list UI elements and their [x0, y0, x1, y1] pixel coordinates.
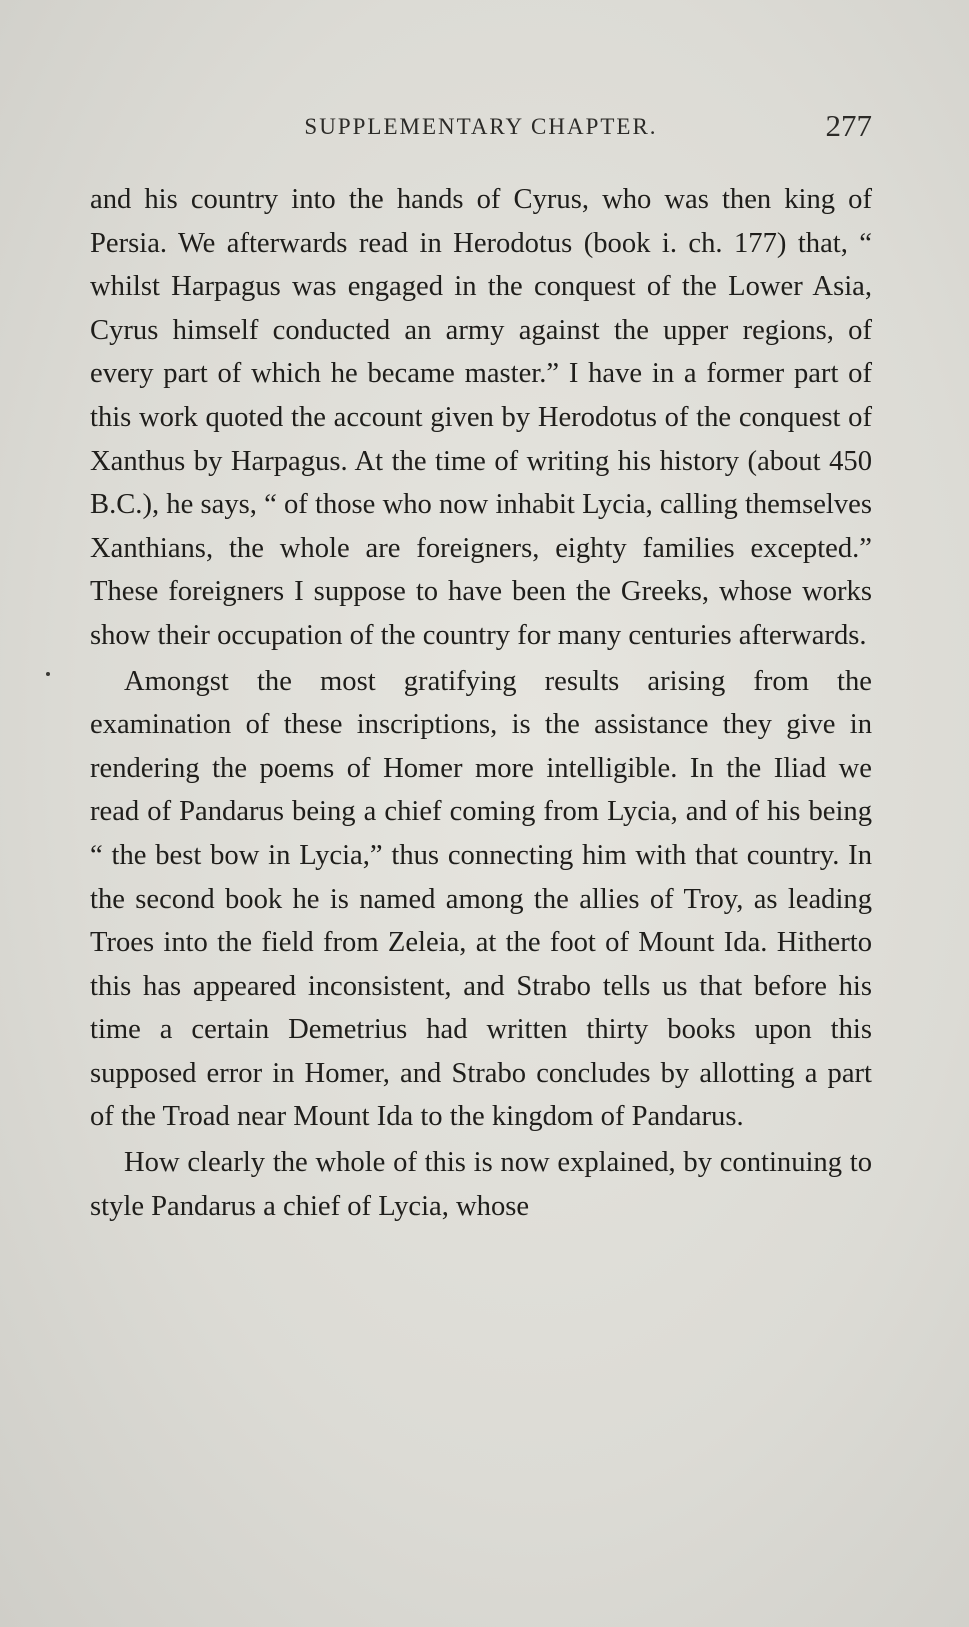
- paragraph-2: Amongst the most gratifying results arising from the examination of these inscriptions, is the assistance they give in rendering the poems of Homer more intelligible. In the Iliad we read of Pandarus being a chief coming from Lycia, and of his being “ the best bow in Lycia,” thus connecting him with that country. In the second book he is named among the allies of Troy, as leading Troes into the field from Zeleia, at the foot of Mount Ida. Hitherto this has appeared inconsistent, and Strabo tells us that before his time a certain Demetrius had written thirty books upon this supposed error in Homer, and Strabo concludes by allotting a part of the Troad near Mount Ida to the kingdom of Pandarus.: [90, 665, 872, 1133]
- paragraph-3: How clearly the whole of this is now explained, by continuing to style Pandarus a chief of Lycia, whose: [90, 1147, 872, 1222]
- paragraph-1: and his country into the hands of Cyrus, who was then king of Persia. We afterwards read in Herodotus (book i. ch. 177) that, “ whilst Harpagus was engaged in the conquest of the Lower Asia, Cyrus himself conducted an army against the upper regions, of every part of which he became master.” I have in a former part of this work quoted the account given by Herodotus of the conquest of Xanthus by Harpagus. At the time of writing his history (about 450 B.C.), he says, “ of those who now inhabit Lycia, calling themselves Xanthians, the whole are foreigners, eighty families excepted.” These foreigners I suppose to have been the Greeks, whose works show their occupation of the country for many centuries afterwards.: [90, 184, 872, 651]
- running-head: SUPPLEMENTARY CHAPTER.: [304, 114, 658, 139]
- page-header: [90, 108, 872, 148]
- page-number: 277: [825, 108, 872, 143]
- ink-speck: [46, 672, 50, 676]
- body-text: [90, 178, 872, 1228]
